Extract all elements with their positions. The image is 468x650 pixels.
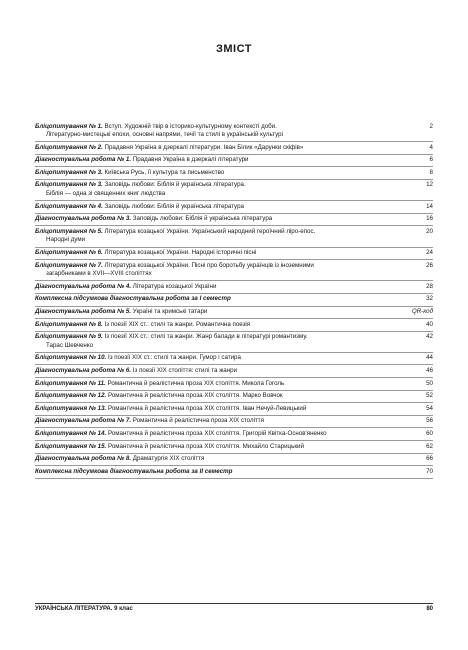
toc-entry-label: Діагностувальна робота № 3. [35,215,132,223]
toc-entry-label: Комплексна підсумкова діагностувальна робота за II семестр [35,467,233,475]
toc-entry [35,416,433,429]
toc-entry-text [35,123,419,140]
toc-entry-label: Діагностувальна робота № 6. [35,366,132,374]
toc-entry-title: Із поезії XIX століття: стилі та жанри [131,366,238,374]
toc-entry [35,167,433,180]
toc-entry-page-number: 28 [426,282,433,290]
toc-entry-title-continued: Літературно-мистецькі епохи, основні напрями, течії та стилі в українській культурі [46,131,283,139]
toc-entry [35,378,433,391]
toc-entry-title-continued: Тарас Шевченко [46,341,94,349]
toc-entry-text [35,308,412,317]
toc-entry-page-number: 66 [426,455,433,463]
toc-entry-page-number: 40 [426,320,433,328]
page-footer [35,606,433,612]
toc-entry-text [35,228,419,245]
toc-entry [35,294,433,307]
page-title: ЗМІСТ [216,43,252,55]
toc-entry-page-number: QR-код [411,308,433,315]
toc-entry-label: Бліцопитування № 4. [35,202,103,210]
toc-entry-title: Романтична й реалістична проза XIX століття. Марко Вовчок [106,392,283,400]
toc-entry-page-number: 12 [426,181,433,189]
toc-entry-page-number: 14 [426,202,433,210]
toc-entry-text [35,392,419,401]
toc-entry-page-number: 20 [426,227,433,235]
table-of-contents [35,121,433,479]
toc-entry-label: Діагностувальна робота № 7. [35,417,132,425]
toc-entry-page-number: 60 [426,429,433,437]
toc-entry-text [35,443,419,452]
toc-entry-page-number: 42 [426,333,433,341]
toc-entry-page-number: 32 [426,295,433,303]
toc-entry-title: Заповідь любови: Біблія й українська література [131,215,273,223]
toc-entry-label: Бліцопитування № 11. [35,379,106,387]
toc-entry-title-continued: Біблія — одна зі священних книг людства [46,190,166,198]
toc-entry-page-number: 16 [426,215,433,223]
toc-entry [35,155,433,168]
toc-entry-title: Прадавня Україна в дзеркалі літератури. Іван Білик «Дарунки скіфів» [102,143,304,151]
toc-entry [35,391,433,404]
toc-entry-label: Бліцопитування № 14. [35,429,107,437]
toc-entry [35,260,433,281]
toc-entry-page-number: 44 [426,354,433,362]
footer-divider [35,603,433,604]
toc-entry-text [35,215,419,224]
toc-entry-title: Література козацької України. Народні історичні пісні [102,249,257,257]
toc-entry-page-number: 56 [426,417,433,425]
toc-entry [35,248,433,261]
toc-entry-title: Романтична й реалістична проза XIX століття. Григорій Квітка-Основ'яненко [106,429,327,437]
toc-entry-text [35,203,419,212]
toc-entry-label: Бліцопитування № 7. [35,261,103,269]
toc-entry [35,201,433,214]
toc-entry-title: Романтична й реалістична проза XIX століття. Іван Нечуй-Левицький [106,404,307,412]
toc-entry-title: Література козацької України. Український народний героїчний ліро-епос. [102,227,316,235]
toc-entry-label: Бліцопитування № 6. [35,249,103,257]
toc-entry-title: Прадавня Україна в дзеркалі літератури [131,156,249,164]
toc-entry-text [35,262,419,279]
toc-entry-title: Романтична й реалістична проза XIX століття. Михайло Старицький [106,442,304,450]
toc-entry-label: Бліцопитування № 10. [35,354,107,362]
toc-entry-title: Романтична й реалістична проза XIX століття [131,417,264,425]
toc-entry-page-number: 62 [426,442,433,450]
toc-entry-text [35,367,419,376]
toc-entry-text [35,156,419,165]
toc-entry-text [35,455,419,464]
toc-entry-text [35,405,419,414]
toc-entry-text [35,321,419,330]
toc-entry-page-number: 70 [426,467,433,475]
toc-entry-page-number: 4 [429,143,433,151]
toc-entry-title: Із поезії XIX ст.: стилі та жанри. Романтична поезія [102,320,251,328]
toc-entry-title-continued: загарбниками в XVII—XVIII століттях [46,270,152,278]
toc-entry-text [35,169,419,178]
toc-entry-page-number: 50 [426,379,433,387]
toc-entry-page-number: 46 [426,366,433,374]
toc-entry [35,307,433,320]
toc-entry-page-number: 8 [429,168,433,176]
toc-entry-text [35,144,419,153]
toc-entry-page-number: 54 [426,404,433,412]
toc-entry [35,428,433,441]
toc-entry-label: Діагностувальна робота № 4. [35,282,132,290]
toc-entry [35,454,433,467]
toc-entry-text [35,468,419,477]
toc-entry-label: Бліцопитування № 13. [35,404,107,412]
toc-entry-text [35,354,419,363]
toc-entry [35,441,433,454]
toc-entry-title: Література козацької України [131,282,217,290]
toc-entry-label: Бліцопитування № 15. [35,442,107,450]
toc-entry-text [35,295,419,304]
toc-entry-text [35,249,419,258]
footer-page-number: 80 [426,606,433,612]
toc-entry-title: Література козацької України. Пісні про боротьбу українців із іноземними [102,261,314,269]
toc-entry-title: Заповідь любови: Біблія й українська література [102,202,244,210]
toc-entry-title: Із поезії XIX ст.: стилі та жанри. Жанр балади в літературі романтизму. [102,333,308,341]
toc-entry-text [35,283,419,292]
toc-entry-title: Заповідь любови: Біблія й українська література. [102,181,246,189]
toc-entry-title: Драматургія XIX століття [131,455,205,463]
toc-entry [35,332,433,353]
toc-entry [35,365,433,378]
toc-entry-label: Діагностувальна робота № 1. [35,156,132,164]
toc-entry-label: Комплексна підсумкова діагностувальна робота за І семестр [35,295,231,303]
toc-entry [35,466,433,479]
toc-entry-label: Діагностувальна робота № 8. [35,455,132,463]
toc-entry-label: Бліцопитування № 1. [35,122,103,130]
toc-entry [35,281,433,294]
toc-entry-label: Діагностувальна робота № 5. [35,308,132,315]
toc-entry-title-continued: Народні думи [46,236,86,244]
toc-entry-page-number: 24 [426,249,433,257]
toc-entry-page-number: 2 [429,122,433,130]
toc-entry-label: Бліцопитування № 8. [35,320,103,328]
toc-entry-text [35,181,419,198]
toc-entry [35,226,433,247]
toc-entry-title: Київська Русь, її культура та письменство [102,168,225,176]
toc-entry [35,121,433,142]
toc-entry [35,214,433,227]
toc-entry [35,319,433,332]
toc-entry-title: Вступ. Художній твір в історико-культурному контексті доби. [102,122,277,130]
toc-entry-page-number: 26 [426,261,433,269]
toc-entry-text [35,430,419,439]
toc-entry-label: Бліцопитування № 12. [35,392,107,400]
toc-entry-title: Україні та кримські татари [131,308,208,315]
toc-entry-label: Бліцопитування № 3. [35,181,103,189]
toc-entry-text [35,333,419,350]
toc-entry [35,142,433,155]
toc-entry [35,180,433,201]
footer-book-title: УКРАЇНСЬКА ЛІТЕРАТУРА. 9 клас [35,606,133,612]
toc-entry-page-number: 52 [426,392,433,400]
toc-entry-label: Бліцопитування № 9. [35,333,103,341]
toc-entry-text [35,380,419,389]
toc-entry-label: Бліцопитування № 3. [35,168,103,176]
toc-entry-label: Бліцопитування № 2. [35,143,103,151]
toc-entry-label: Бліцопитування № 5. [35,227,103,235]
toc-entry-title: Із поезії XIX ст.: стилі та жанри. Гумор і сатира [106,354,241,362]
toc-entry [35,353,433,366]
toc-entry-text [35,417,419,426]
toc-entry [35,403,433,416]
toc-entry-page-number: 6 [429,156,433,164]
toc-entry-title: Романтична й реалістична проза XIX століття. Микола Гоголь [105,379,285,387]
